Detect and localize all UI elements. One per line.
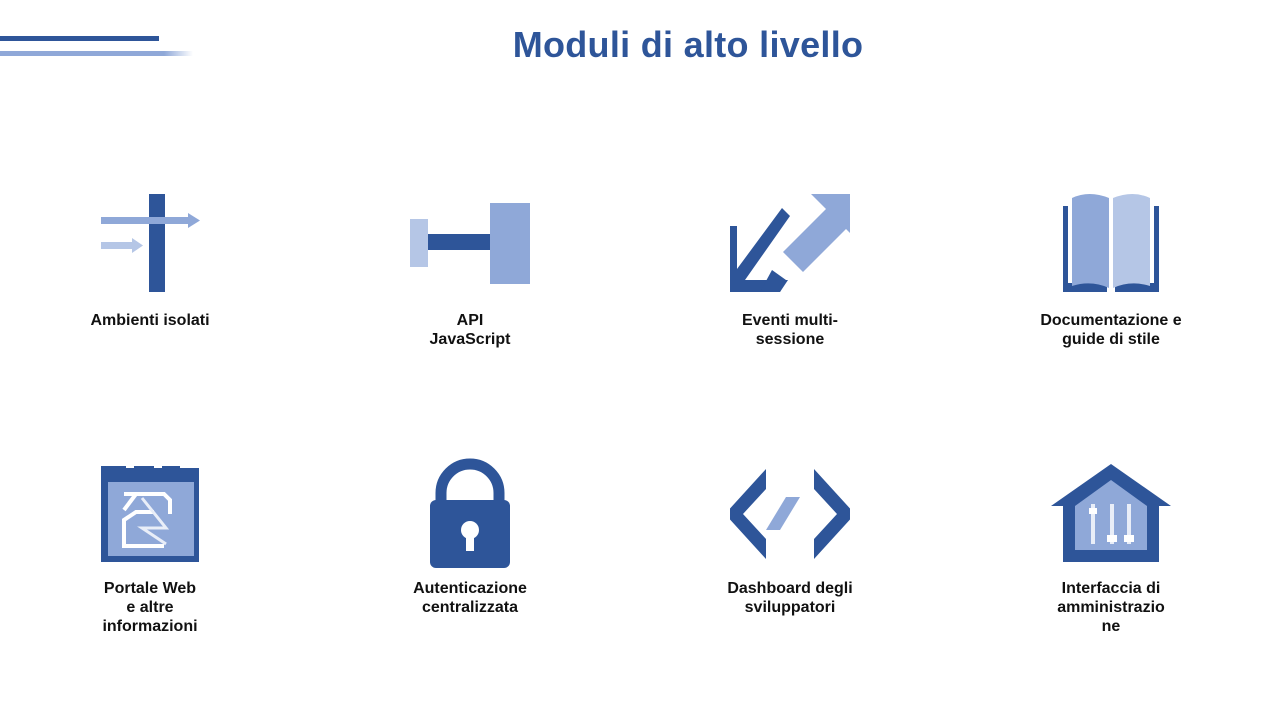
web-portal-icon	[90, 458, 210, 568]
isolated-environments-icon	[90, 188, 210, 298]
module-label: Portale Web e altre informazioni	[102, 580, 198, 635]
multi-session-arrows-icon	[730, 188, 850, 298]
admin-house-sliders-icon	[1051, 458, 1171, 568]
module-label: Dashboard degli sviluppatori	[727, 580, 853, 616]
module-label: Documentazione e guide di stile	[1040, 312, 1182, 348]
module-label: Interfaccia di amministrazio ne	[1057, 580, 1165, 635]
module-label: API JavaScript	[429, 312, 511, 348]
page-title: Moduli di alto livello	[512, 24, 864, 65]
open-book-icon	[1051, 188, 1171, 298]
module-label: Eventi multi- sessione	[741, 312, 838, 348]
api-connector-icon	[410, 188, 530, 298]
module-label: Ambienti isolati	[90, 312, 210, 329]
code-brackets-icon	[730, 458, 850, 568]
module-label: Autenticazione centralizzata	[413, 580, 527, 616]
padlock-icon	[410, 458, 530, 568]
